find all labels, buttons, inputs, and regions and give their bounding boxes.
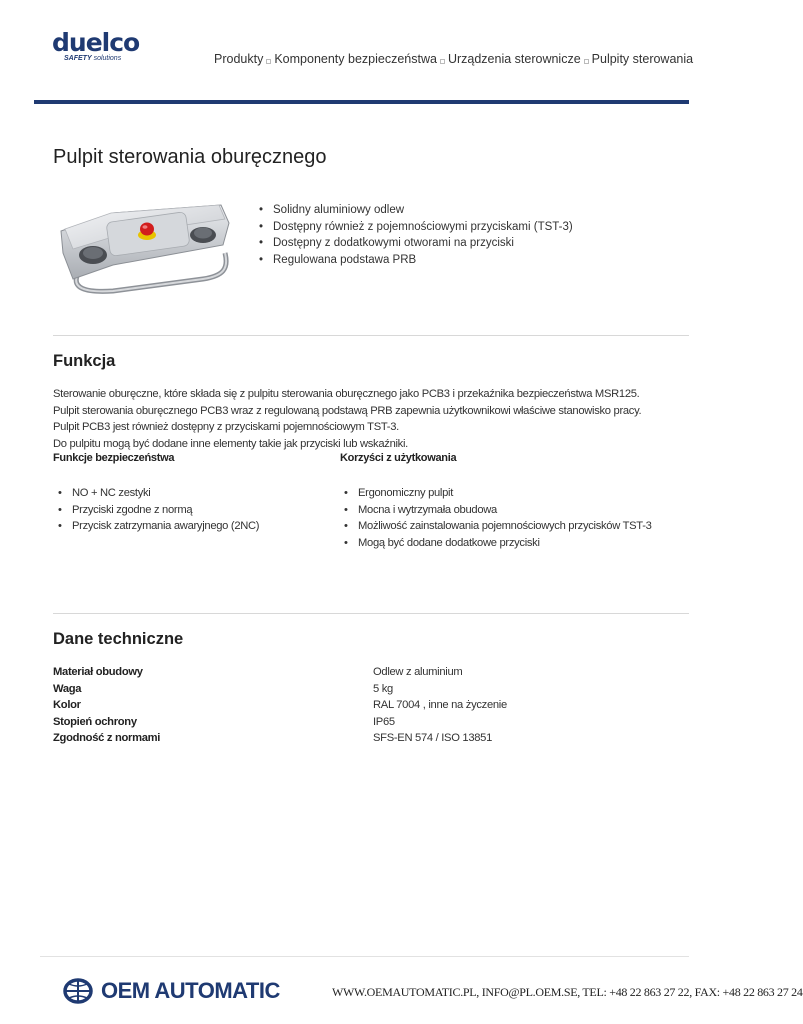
spec-value: RAL 7004 , inne na życzenie bbox=[373, 699, 507, 711]
header-rule bbox=[34, 100, 689, 104]
oem-globe-icon bbox=[63, 978, 97, 1004]
table-row bbox=[53, 730, 693, 747]
feature-list bbox=[258, 202, 573, 268]
breadcrumb-separator-icon bbox=[440, 59, 445, 64]
funkcja-paragraph bbox=[53, 386, 693, 452]
breadcrumb bbox=[214, 52, 694, 66]
breadcrumb-separator-icon bbox=[584, 59, 589, 64]
spec-key: Waga bbox=[53, 682, 82, 695]
dane-heading: Dane techniczne bbox=[53, 630, 184, 648]
spec-key: Stopień ochrony bbox=[53, 715, 137, 728]
spec-key: Materiał obudowy bbox=[53, 666, 143, 678]
list-item: • Mogą być dodane dodatkowe przyciski bbox=[343, 535, 652, 552]
spec-value: IP65 bbox=[373, 715, 395, 728]
spec-table bbox=[53, 664, 693, 747]
spec-value: SFS-EN 574 / ISO 13851 bbox=[373, 732, 493, 744]
logo-tagline-rest: solutions bbox=[91, 55, 122, 62]
list-item: • Regulowana podstawa PRB bbox=[258, 252, 573, 269]
section-divider bbox=[53, 335, 689, 336]
breadcrumb-item-komponenty[interactable]: Komponenty bezpieczeństwa bbox=[274, 52, 437, 66]
list-item: • Dostępny z dodatkowymi otworami na przyciski bbox=[258, 235, 573, 252]
breadcrumb-item-produkty[interactable]: Produkty bbox=[214, 52, 264, 66]
paragraph-line: Pulpit sterowania oburęcznego PCB3 wraz z regulowaną podstawą PRB zapewnia użytkownikowi właściwe stanowisko pracy. bbox=[53, 404, 642, 417]
list-item: • Mocna i wytrzymała obudowa bbox=[343, 502, 652, 519]
product-image bbox=[53, 183, 236, 303]
footer-divider bbox=[40, 956, 689, 957]
list-item: • Ergonomiczny pulpit bbox=[343, 485, 652, 502]
table-row bbox=[53, 664, 693, 681]
funkcja-heading: Funkcja bbox=[53, 352, 116, 370]
table-row bbox=[53, 714, 693, 731]
paragraph-line: Sterowanie oburęczne, które składa się z pulpitu sterowania oburęcznego jako PCB3 i przekaźnika bezpieczeństwa MSR125. bbox=[53, 388, 640, 400]
spec-value: Odlew z aluminium bbox=[373, 666, 463, 678]
list-item: • Przycisk zatrzymania awaryjnego (2NC) bbox=[57, 518, 259, 535]
oem-logo-text: OEM AUTOMATIC bbox=[101, 978, 280, 1003]
table-row bbox=[53, 681, 693, 698]
list-item: • Solidny aluminiowy odlew bbox=[258, 202, 573, 219]
paragraph-line: Do pulpitu mogą być dodane inne elementy takie jak przyciski lub wskaźniki. bbox=[53, 437, 408, 450]
list-item: • Możliwość zainstalowania pojemnościowych przycisków TST-3 bbox=[343, 518, 652, 535]
duelco-logo[interactable] bbox=[52, 28, 140, 62]
breadcrumb-item-urzadzenia[interactable]: Urządzenia sterownicze bbox=[447, 52, 581, 66]
list-item: • NO + NC zestyki bbox=[57, 485, 259, 502]
spec-key: Kolor bbox=[53, 699, 81, 711]
breadcrumb-item-pulpity[interactable]: Pulpity sterowania bbox=[591, 52, 694, 66]
logo-tagline-bold: SAFETY bbox=[64, 55, 92, 62]
oem-automatic-logo[interactable] bbox=[63, 978, 280, 1004]
list-item: • Przyciski zgodne z normą bbox=[57, 502, 259, 519]
page-title: Pulpit sterowania oburęcznego bbox=[53, 146, 327, 168]
safety-functions-list bbox=[57, 485, 259, 535]
table-row bbox=[53, 697, 693, 714]
paragraph-line: Pulpit PCB3 jest również dostępny z przyciskami pojemnościowym TST-3. bbox=[53, 421, 399, 433]
benefits-list bbox=[343, 485, 652, 551]
benefits-heading: Korzyści z użytkowania bbox=[340, 452, 457, 464]
logo-tagline bbox=[64, 55, 121, 62]
safety-functions-heading: Funkcje bezpieczeństwa bbox=[53, 452, 175, 464]
list-item: • Dostępny również z pojemnościowymi przyciskami (TST-3) bbox=[258, 219, 573, 236]
footer-contact: WWW.OEMAUTOMATIC.PL, INFO@PL.OEM.SE, TEL: +48 22 863 27 22, FAX: +48 22 863 27 24 bbox=[332, 985, 803, 999]
breadcrumb-separator-icon bbox=[266, 59, 271, 64]
spec-value: 5 kg bbox=[373, 682, 393, 695]
section-divider bbox=[53, 613, 689, 614]
spec-key: Zgodność z normami bbox=[53, 732, 161, 744]
logo-wordmark: duelco bbox=[52, 28, 140, 57]
